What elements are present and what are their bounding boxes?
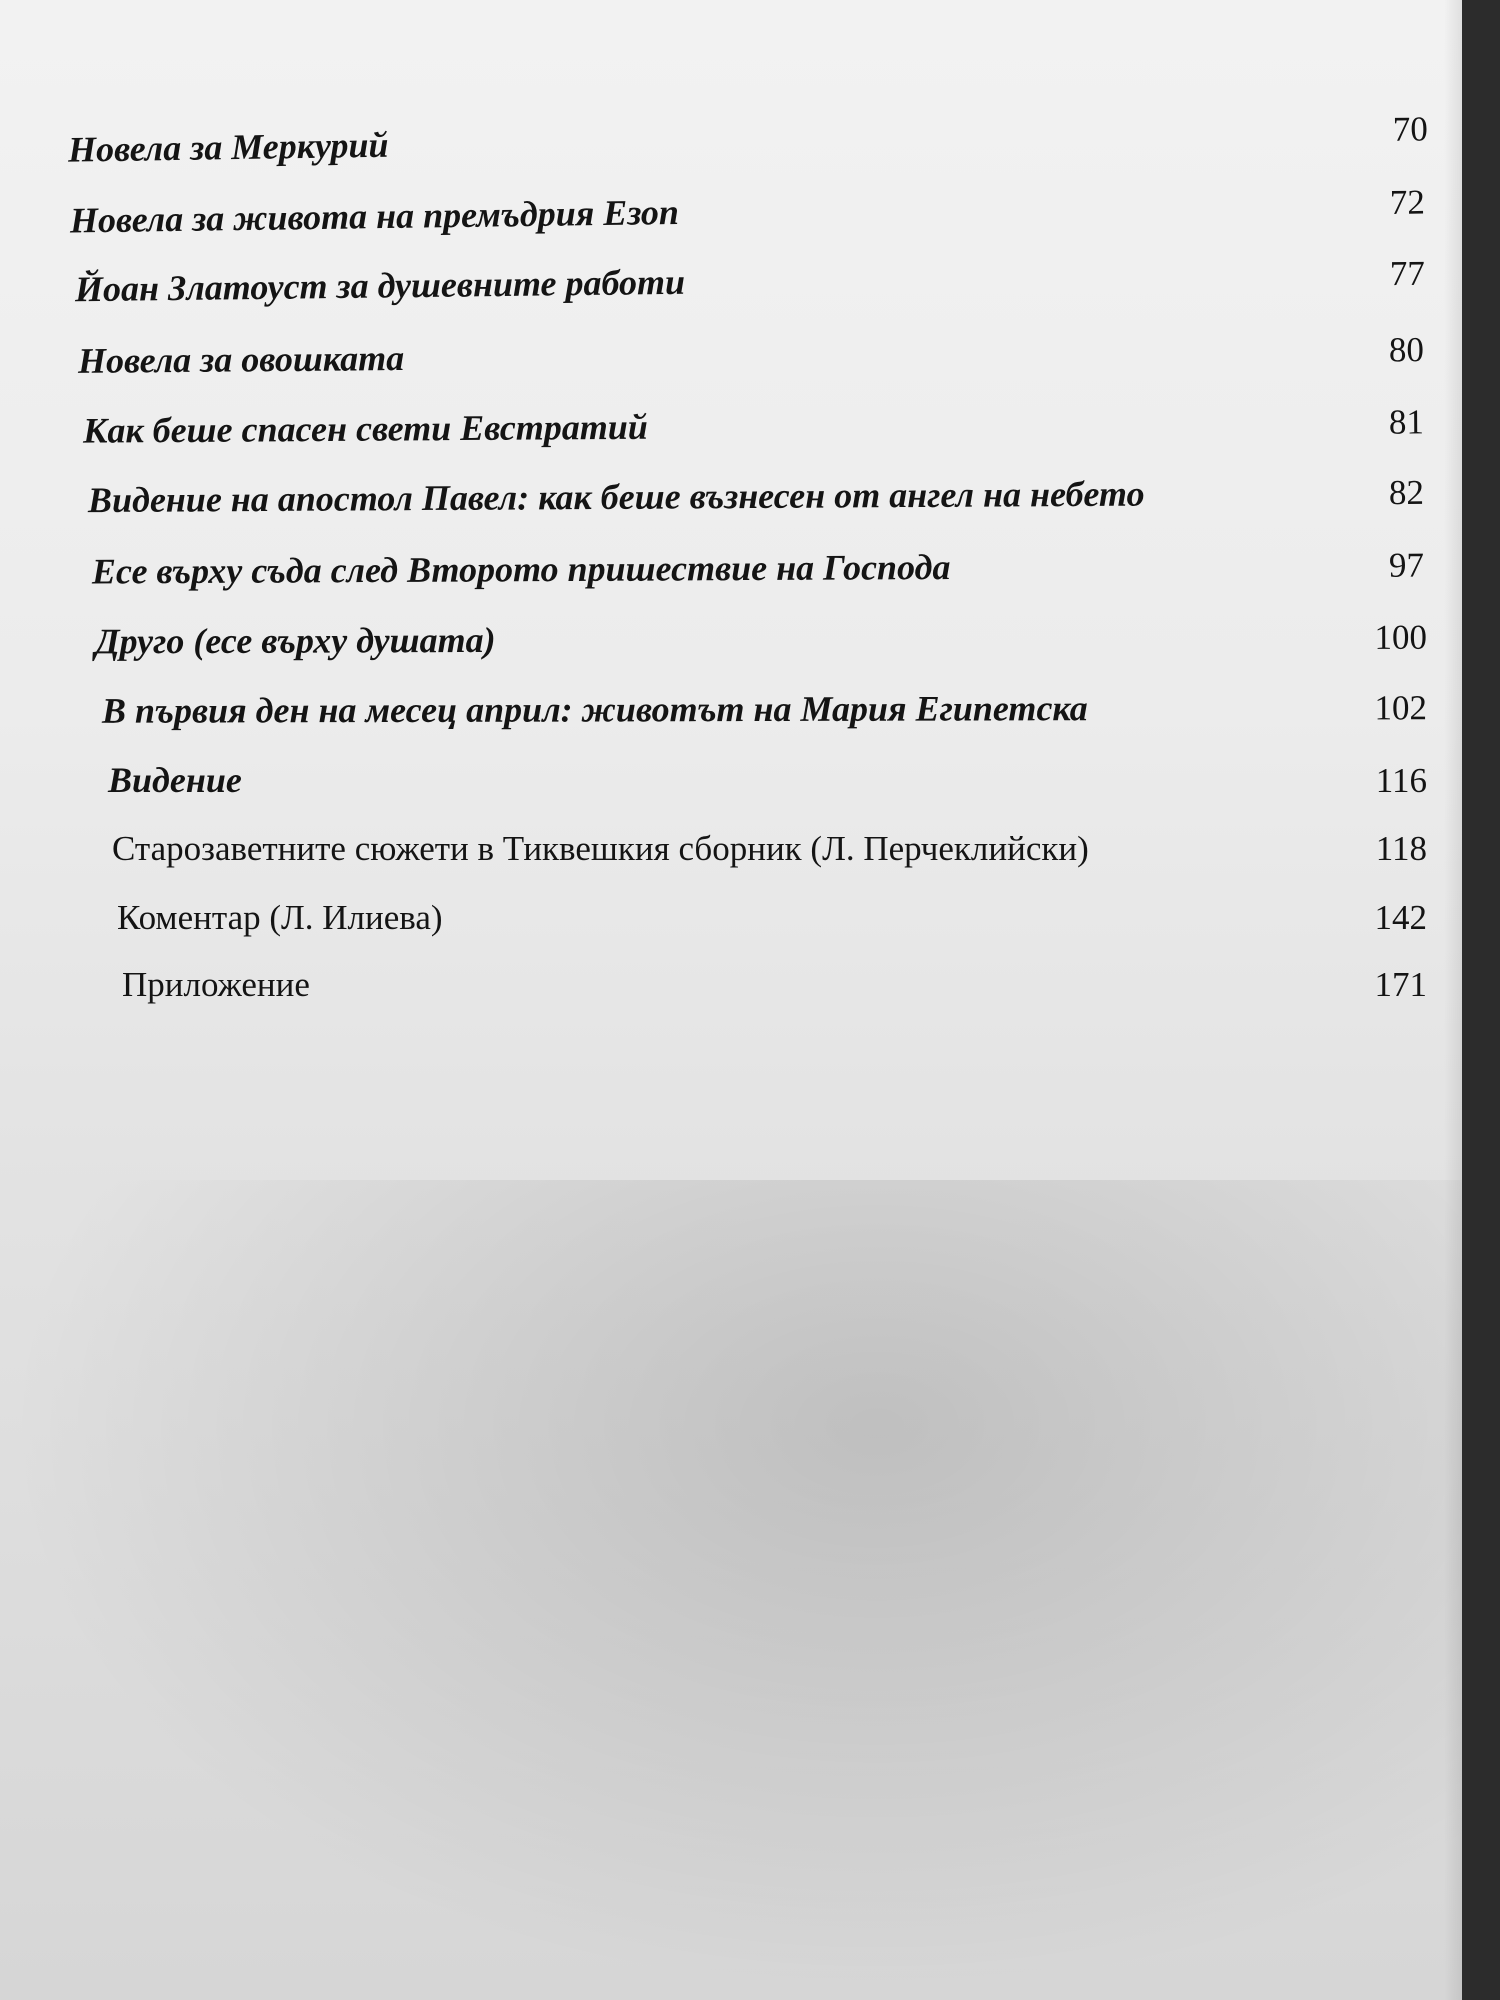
toc-entry-title: Новела за Меркурий [67,124,389,170]
toc-entry-title: Новела за овошката [77,338,405,381]
toc-entry-title: Видение на апостол Павел: как беше възнесен от ангел на небето [87,473,1145,521]
toc-entry-page: 116 [1375,761,1427,800]
toc-entry [75,252,1426,318]
toc-entry-title: Друго (есе върху душата) [94,619,496,662]
toc-entry-page: 80 [1388,330,1425,370]
toc-entry-page: 77 [1389,253,1426,294]
toc-entry [112,829,1427,879]
toc-entry-page: 118 [1375,829,1427,868]
toc-entry-title: В първия ден на месец април: животът на Мария Египетска [101,688,1088,731]
toc-entry-page: 102 [1374,688,1428,728]
toc-entry [117,898,1427,948]
toc-entry-page: 171 [1374,965,1427,1004]
toc-entry-title: Новела за живота на премъдрия Езоп [69,191,680,241]
toc-entry [88,471,1424,529]
toc-entry [92,544,1424,601]
page-shadow [0,1180,1462,2000]
toc-entry-title: Как беше спасен свети Евстратий [82,406,648,451]
toc-entry [95,616,1427,671]
toc-entry-page: 82 [1388,472,1425,513]
toc-entry-page: 70 [1392,109,1429,149]
toc-entry [102,686,1427,739]
toc-entry [122,965,1427,1015]
toc-entry-title: Йоан Златоуст за душевните работи [74,261,686,310]
toc-entry [68,107,1429,178]
toc-entry [108,759,1427,809]
toc-entry [78,328,1424,390]
toc-entry-title: Видение [108,760,242,800]
toc-entry-page: 81 [1388,402,1425,442]
toc-entry-page: 100 [1374,617,1428,657]
toc-entry-title: Есе върху съда след Второто пришествие на Господа [91,546,951,592]
toc-entry-page: 142 [1374,898,1427,937]
toc-entry-page: 97 [1388,545,1425,585]
toc-entry [70,181,1426,250]
toc-entry-page: 72 [1389,182,1426,223]
toc-entry-title: Коментар (Л. Илиева) [117,898,443,937]
toc-entry-title: Старозаветните сюжети в Тиквешкия сборник (Л. Перчеклийски) [112,829,1089,868]
toc-entry [83,400,1424,459]
toc-entry-title: Приложение [122,965,310,1004]
